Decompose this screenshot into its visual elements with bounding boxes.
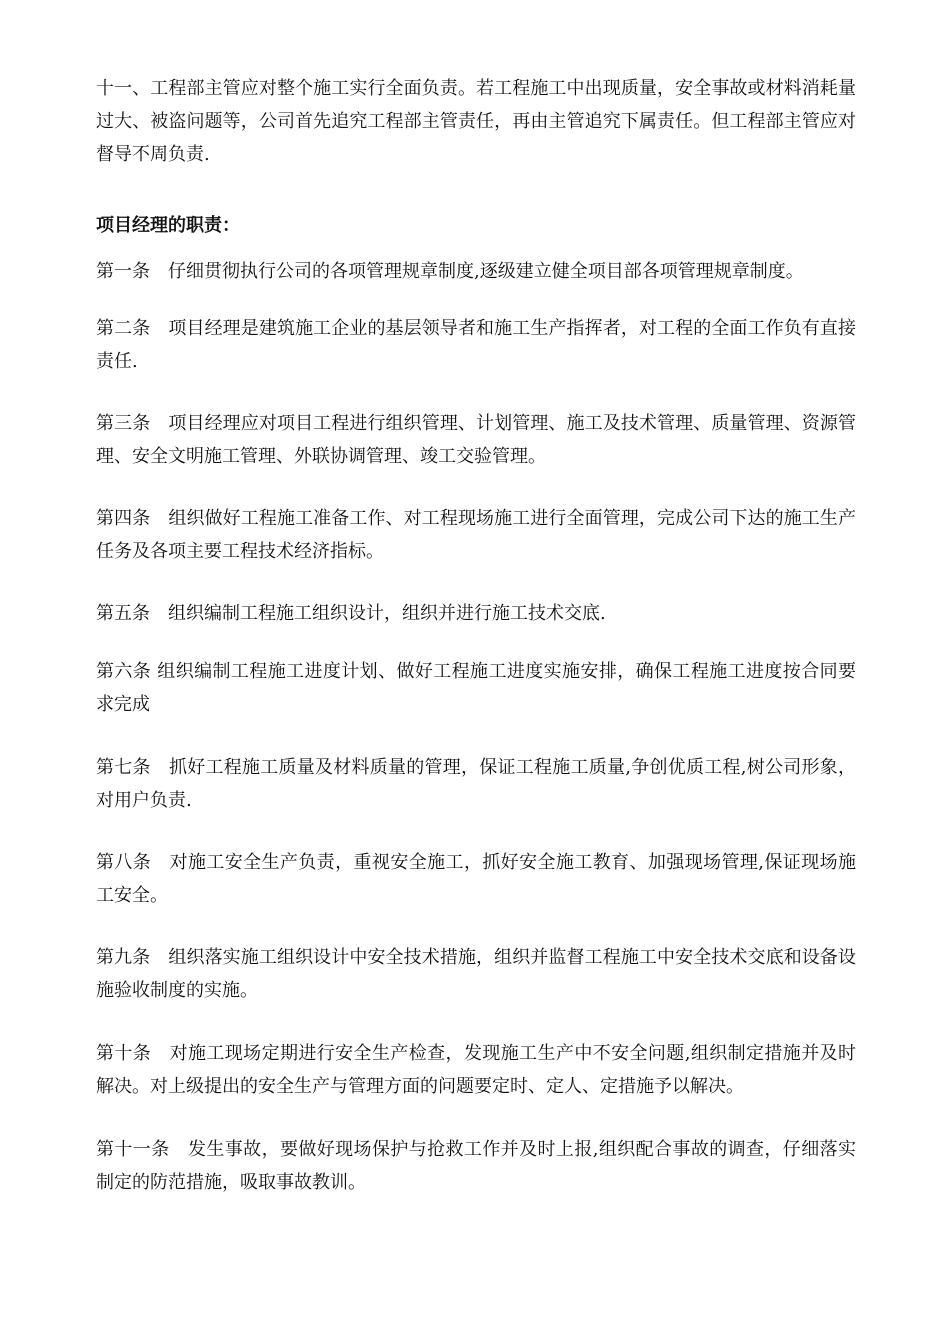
article-11: 第十一条 发生事故，要做好现场保护与抢救工作并及时上报,组织配合事故的调查，仔细落实制定的防范措施，吸取事故教训。 — [96, 1139, 856, 1193]
article-9: 第九条 组织落实施工组织设计中安全技术措施，组织并监督工程施工中安全技术交底和设备设施验收制度的实施。 — [96, 947, 856, 1001]
article-10: 第十条 对施工现场定期进行安全生产检查，发现施工生产中不安全问题,组织制定措施并及时解决。对上级提出的安全生产与管理方面的问题要定时、定人、定措施予以解决。 — [96, 1043, 856, 1097]
article-3: 第三条 项目经理应对项目工程进行组织管理、计划管理、施工及技术管理、质量管理、资源管理、安全文明施工管理、外联协调管理、竣工交验管理。 — [96, 413, 856, 467]
section-heading: 项目经理的职责： — [96, 215, 240, 236]
article-4: 第四条 组织做好工程施工准备工作、对工程现场施工进行全面管理，完成公司下达的施工生产任务及各项主要工程技术经济指标。 — [96, 508, 856, 562]
intro-paragraph: 十一、工程部主管应对整个施工实行全面负责。若工程施工中出现质量，安全事故或材料消耗量过大、被盗问题等，公司首先追究工程部主管责任，再由主管追究下属责任。但工程部主管应对督导不周负责. — [96, 78, 856, 165]
article-7: 第七条 抓好工程施工质量及材料质量的管理，保证工程施工质量,争创优质工程,树公司形象，对用户负责. — [96, 757, 856, 811]
article-6: 第六条 组织编制工程施工进度计划、做好工程施工进度实施安排，确保工程施工进度按合同要求完成 — [96, 661, 856, 715]
article-8: 第八条 对施工安全生产负责，重视安全施工，抓好安全施工教育、加强现场管理,保证现场施工安全。 — [96, 852, 856, 906]
article-1: 第一条 仔细贯彻执行公司的各项管理规章制度,逐级建立健全项目部各项管理规章制度。 — [96, 261, 804, 282]
article-2: 第二条 项目经理是建筑施工企业的基层领导者和施工生产指挥者，对工程的全面工作负有直接责任. — [96, 318, 856, 372]
article-5: 第五条 组织编制工程施工组织设计，组织并进行施工技术交底. — [96, 603, 606, 624]
